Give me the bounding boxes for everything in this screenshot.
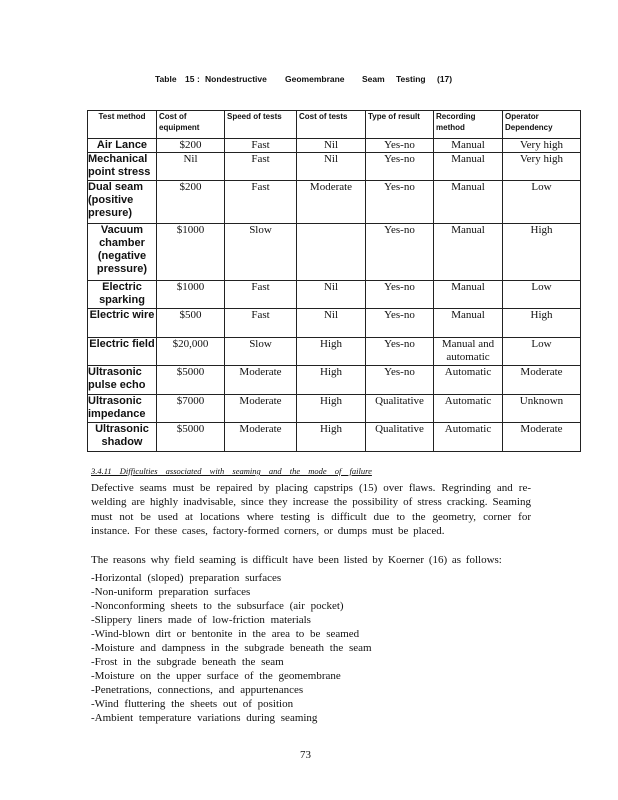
table-cell-cost-eq: $500 [157, 309, 225, 338]
table-cell-recording: Manual [434, 281, 503, 309]
table-row [88, 281, 581, 309]
caption-word: Nondestructive [205, 74, 267, 84]
table-cell-method: Air Lance [88, 139, 157, 153]
table-cell-result: Yes-no [366, 153, 434, 181]
reasons-list [91, 571, 372, 725]
table-cell-cost-test: High [297, 423, 366, 452]
table-cell-cost-eq: $200 [157, 181, 225, 224]
section-heading: 3.4.11 Difficulties associated with seaming and the mode of failure [91, 466, 372, 476]
table-cell-result: Yes-no [366, 139, 434, 153]
column-header: Type of result [366, 111, 434, 139]
table-cell-speed: Fast [225, 139, 297, 153]
table-row [88, 153, 581, 181]
caption-word: Geomembrane [285, 74, 345, 84]
table-cell-cost-test: Nil [297, 139, 366, 153]
table-cell-recording: Manual [434, 224, 503, 281]
table-cell-result: Yes-no [366, 281, 434, 309]
table-cell-cost-test: High [297, 338, 366, 366]
table-cell-recording: Automatic [434, 423, 503, 452]
list-item: -Moisture and dampness in the subgrade beneath the seam [91, 642, 372, 654]
caption-word: Seam [362, 74, 385, 84]
list-item: -Non-uniform preparation surfaces [91, 586, 251, 598]
caption-word: Testing [396, 74, 426, 84]
table-cell-method: Electric field [88, 338, 157, 366]
table-cell-dependency: Moderate [503, 366, 581, 395]
table-row [88, 366, 581, 395]
table-cell-speed: Fast [225, 181, 297, 224]
table-cell-recording: Manual and automatic [434, 338, 503, 366]
list-item: -Ambient temperature variations during seaming [91, 712, 318, 724]
table-cell-speed: Moderate [225, 395, 297, 423]
table-cell-cost-eq: $5000 [157, 423, 225, 452]
column-header: Cost of tests [297, 111, 366, 139]
table-cell-dependency: Very high [503, 139, 581, 153]
table-cell-cost-test: High [297, 366, 366, 395]
list-item: -Penetrations, connections, and appurtenances [91, 684, 304, 696]
table-cell-cost-test: High [297, 395, 366, 423]
table-cell-cost-eq: $200 [157, 139, 225, 153]
table-cell-speed: Slow [225, 224, 297, 281]
table-caption [155, 74, 485, 88]
table-cell-cost-eq: Nil [157, 153, 225, 181]
table-cell-result: Yes-no [366, 181, 434, 224]
table-cell-dependency: Very high [503, 153, 581, 181]
list-item: -Moisture on the upper surface of the geomembrane [91, 670, 341, 682]
table-cell-recording: Manual [434, 139, 503, 153]
column-header: Cost of equipment [157, 111, 225, 139]
table-cell-dependency: Low [503, 338, 581, 366]
table-cell-result: Yes-no [366, 338, 434, 366]
table-cell-speed: Fast [225, 281, 297, 309]
table-cell-method: Electric sparking [88, 281, 157, 309]
caption-number: 15 [185, 74, 195, 84]
table-cell-speed: Moderate [225, 366, 297, 395]
table-cell-method: Ultrasonic impedance [88, 395, 157, 423]
table-cell-speed: Fast [225, 309, 297, 338]
column-header: Recording method [434, 111, 503, 139]
table-cell-cost-eq: $5000 [157, 366, 225, 395]
list-item: -Slippery liners made of low-friction materials [91, 614, 311, 626]
table-cell-method: Electric wire [88, 309, 157, 338]
table-row [88, 181, 581, 224]
paragraph-defective-seams: Defective seams must be repaired by placing capstrips (15) over flaws. Regrinding and re-welding are highly inadvisable, since they increase the possibility of stress cracking. Seaming must not be used at locations where testing is difficult due to the geometry, corner for instance. For these cases, factory-formed corners, or dumps must be placed. [91, 482, 531, 537]
table-cell-dependency: Low [503, 181, 581, 224]
table-cell-cost-test: Nil [297, 281, 366, 309]
table-cell-cost-test: Moderate [297, 181, 366, 224]
table-cell-result: Qualitative [366, 423, 434, 452]
table-cell-recording: Automatic [434, 395, 503, 423]
table-cell-method: Mechanical point stress [88, 153, 157, 181]
table-cell-dependency: High [503, 224, 581, 281]
column-header: Operator Dependency [503, 111, 581, 139]
table-cell-cost-test [297, 224, 366, 281]
table-cell-dependency: Unknown [503, 395, 581, 423]
list-item: -Wind-blown dirt or bentonite in the area to be seamed [91, 628, 360, 640]
table-header-row [88, 111, 581, 139]
table-cell-result: Qualitative [366, 395, 434, 423]
table-cell-cost-eq: $1000 [157, 224, 225, 281]
caption-prefix: Table [155, 74, 177, 84]
table-row [88, 423, 581, 452]
table-cell-recording: Automatic [434, 366, 503, 395]
table-cell-recording: Manual [434, 181, 503, 224]
list-item: -Nonconforming sheets to the subsurface (air pocket) [91, 600, 344, 612]
table-row [88, 309, 581, 338]
table-cell-cost-test: Nil [297, 153, 366, 181]
page-number: 73 [300, 749, 311, 761]
table-cell-dependency: Low [503, 281, 581, 309]
table-cell-cost-test: Nil [297, 309, 366, 338]
list-item: -Horizontal (sloped) preparation surfaces [91, 572, 282, 584]
caption-separator: : [197, 74, 200, 84]
table-row [88, 224, 581, 281]
column-header: Test method [88, 111, 157, 139]
caption-reference: (17) [437, 74, 453, 84]
table-cell-speed: Fast [225, 153, 297, 181]
table-row [88, 338, 581, 366]
table-cell-result: Yes-no [366, 224, 434, 281]
table-row [88, 395, 581, 423]
table-cell-recording: Manual [434, 309, 503, 338]
table-cell-method: Vacuum chamber (negative pressure) [88, 224, 157, 281]
list-item: -Frost in the subgrade beneath the seam [91, 656, 284, 668]
table-cell-dependency: Moderate [503, 423, 581, 452]
table-cell-dependency: High [503, 309, 581, 338]
list-item: -Wind fluttering the sheets out of position [91, 698, 294, 710]
table-cell-result: Yes-no [366, 309, 434, 338]
table-cell-cost-eq: $20,000 [157, 338, 225, 366]
table-row [88, 139, 581, 153]
table-cell-speed: Slow [225, 338, 297, 366]
paragraph-reasons-intro: The reasons why field seaming is difficult have been listed by Koerner (16) as follows: [91, 554, 502, 566]
table-cell-method: Ultrasonic pulse echo [88, 366, 157, 395]
seam-testing-table [87, 110, 581, 452]
column-header: Speed of tests [225, 111, 297, 139]
table-cell-cost-eq: $1000 [157, 281, 225, 309]
table-cell-cost-eq: $7000 [157, 395, 225, 423]
table-cell-method: Ultrasonic shadow [88, 423, 157, 452]
table-cell-method: Dual seam (positive presure) [88, 181, 157, 224]
table-cell-result: Yes-no [366, 366, 434, 395]
table-cell-speed: Moderate [225, 423, 297, 452]
table-cell-recording: Manual [434, 153, 503, 181]
